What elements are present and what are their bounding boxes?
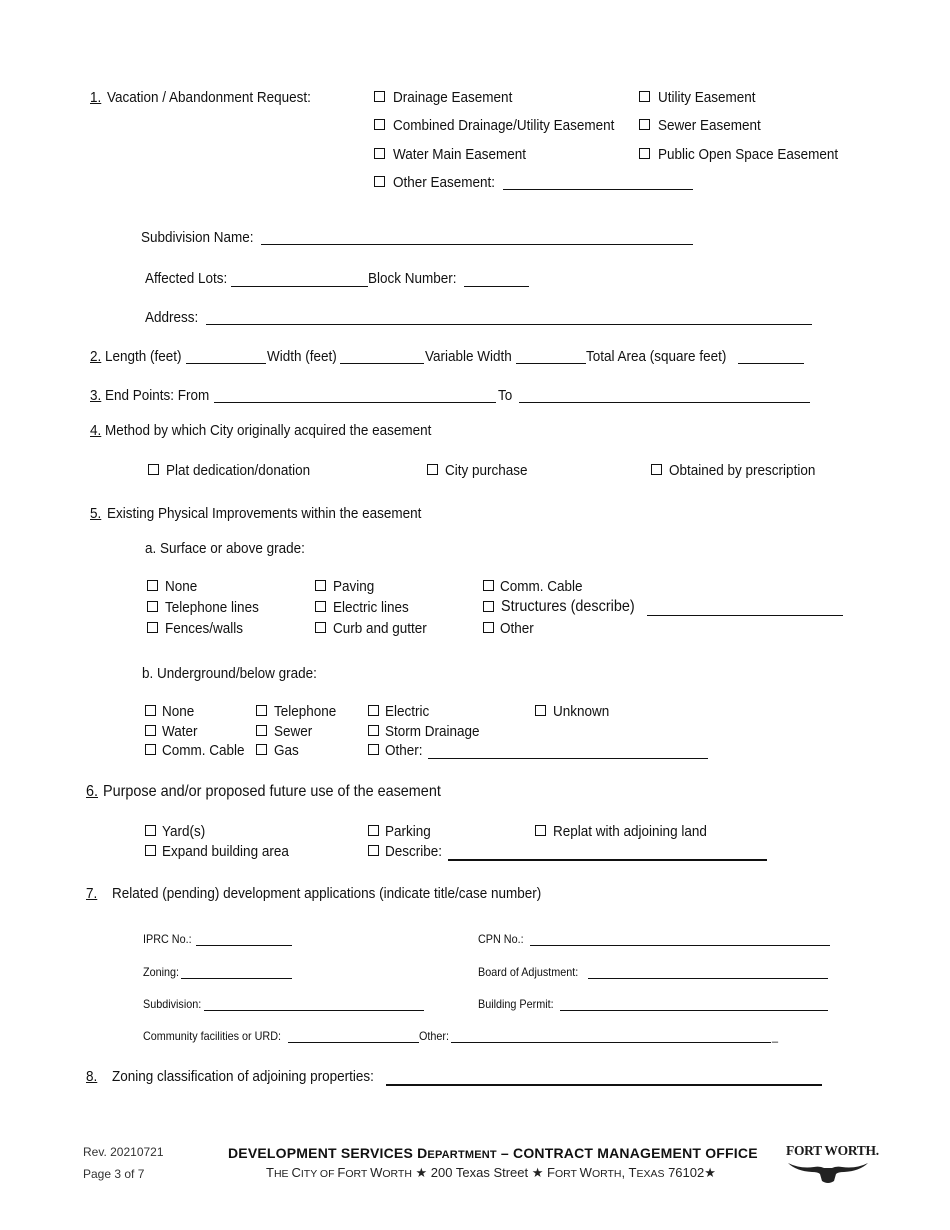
utility-easement-label: Utility Easement (658, 89, 756, 106)
q3-number: 3. (90, 387, 102, 404)
zoning-classification-field[interactable] (386, 1084, 822, 1086)
variable-width-label: Variable Width (425, 348, 512, 365)
board-of-adjustment-field[interactable] (588, 978, 828, 979)
utility-easement-checkbox[interactable] (639, 91, 650, 102)
combined-easement-checkbox[interactable] (374, 119, 385, 130)
describe-checkbox[interactable] (368, 845, 379, 856)
obtained-by-prescription-checkbox[interactable] (651, 464, 662, 475)
surface-electric-lines-checkbox[interactable] (315, 601, 326, 612)
underground-unknown-checkbox[interactable] (535, 705, 546, 716)
other-trailing-mark: _ (772, 1029, 779, 1043)
surface-none-checkbox[interactable] (147, 580, 158, 591)
replat-label: Replat with adjoining land (553, 823, 707, 840)
width-field[interactable] (340, 363, 424, 364)
total-area-field[interactable] (738, 363, 804, 364)
fort-worth-logo-text: FORT WORTH. (786, 1143, 879, 1158)
sewer-easement-checkbox[interactable] (639, 119, 650, 130)
surface-structures-checkbox[interactable] (483, 601, 494, 612)
underground-storm-drainage-checkbox[interactable] (368, 725, 379, 736)
q5-label: Existing Physical Improvements within the easement (107, 505, 422, 522)
address-label: Address: (145, 309, 199, 326)
revision-label: Rev. 20210721 (83, 1145, 164, 1159)
parking-checkbox[interactable] (368, 825, 379, 836)
other-easement-label: Other Easement: (393, 174, 496, 191)
block-number-field[interactable] (464, 286, 529, 287)
end-points-from-field[interactable] (214, 402, 496, 403)
underground-other-label: Other: (385, 742, 423, 759)
address-field[interactable] (206, 324, 812, 325)
surface-comm-cable-checkbox[interactable] (483, 580, 494, 591)
surface-comm-cable-label: Comm. Cable (500, 578, 583, 595)
end-points-to-field[interactable] (519, 402, 810, 403)
water-main-easement-label: Water Main Easement (393, 146, 527, 163)
underground-unknown-label: Unknown (553, 703, 610, 720)
other-easement-field[interactable] (503, 189, 693, 190)
expand-building-area-label: Expand building area (162, 843, 289, 860)
other-field[interactable] (451, 1042, 771, 1043)
underground-electric-checkbox[interactable] (368, 705, 379, 716)
length-field[interactable] (186, 363, 266, 364)
q1-label: Vacation / Abandonment Request: (107, 89, 311, 106)
community-facilities-field[interactable] (288, 1042, 419, 1043)
combined-easement-label: Combined Drainage/Utility Easement (393, 117, 615, 134)
board-of-adjustment-label: Board of Adjustment: (478, 965, 579, 979)
surface-other-checkbox[interactable] (483, 622, 494, 633)
q1-number: 1. (90, 89, 102, 106)
cpn-field[interactable] (530, 945, 830, 946)
underground-none-label: None (162, 703, 195, 720)
underground-gas-checkbox[interactable] (256, 744, 267, 755)
plat-dedication-checkbox[interactable] (148, 464, 159, 475)
parking-label: Parking (385, 823, 431, 840)
longhorn-icon (786, 1159, 870, 1185)
surface-telephone-lines-label: Telephone lines (165, 599, 259, 616)
variable-width-field[interactable] (516, 363, 586, 364)
affected-lots-label: Affected Lots: (145, 270, 228, 287)
surface-fences-walls-label: Fences/walls (165, 620, 244, 637)
underground-other-field[interactable] (428, 758, 708, 759)
public-open-space-easement-label: Public Open Space Easement (658, 146, 839, 163)
surface-other-label: Other (500, 620, 534, 637)
underground-other-checkbox[interactable] (368, 744, 379, 755)
subdivision-field[interactable] (204, 1010, 424, 1011)
surface-structures-field[interactable] (647, 615, 843, 616)
underground-storm-drainage-label: Storm Drainage (385, 723, 480, 740)
cpn-label: CPN No.: (478, 932, 524, 946)
yards-label: Yard(s) (162, 823, 206, 840)
city-purchase-label: City purchase (445, 462, 528, 479)
q6-label: Purpose and/or proposed future use of the easement (103, 783, 441, 800)
block-number-label: Block Number: (368, 270, 457, 287)
building-permit-label: Building Permit: (478, 997, 554, 1011)
replat-checkbox[interactable] (535, 825, 546, 836)
surface-telephone-lines-checkbox[interactable] (147, 601, 158, 612)
yards-checkbox[interactable] (145, 825, 156, 836)
community-facilities-label: Community facilities or URD: (143, 1029, 282, 1043)
underground-telephone-checkbox[interactable] (256, 705, 267, 716)
q5-number: 5. (90, 505, 102, 522)
iprc-label: IPRC No.: (143, 932, 192, 946)
describe-label: Describe: (385, 843, 443, 860)
subdivision-label: Subdivision: (143, 997, 202, 1011)
surface-grade-heading: a. Surface or above grade: (145, 540, 305, 557)
surface-curb-gutter-checkbox[interactable] (315, 622, 326, 633)
building-permit-field[interactable] (560, 1010, 828, 1011)
surface-electric-lines-label: Electric lines (333, 599, 409, 616)
plat-dedication-label: Plat dedication/donation (166, 462, 311, 479)
underground-telephone-label: Telephone (274, 703, 337, 720)
q6-number: 6. (86, 783, 99, 800)
zoning-field[interactable] (181, 978, 292, 979)
underground-sewer-checkbox[interactable] (256, 725, 267, 736)
q7-label: Related (pending) development applications (indicate title/case number) (112, 885, 542, 902)
water-main-easement-checkbox[interactable] (374, 148, 385, 159)
underground-comm-cable-checkbox[interactable] (145, 744, 156, 755)
page-number: Page 3 of 7 (83, 1167, 145, 1181)
width-label: Width (feet) (267, 348, 337, 365)
describe-field[interactable] (448, 859, 767, 861)
expand-building-area-checkbox[interactable] (145, 845, 156, 856)
surface-curb-gutter-label: Curb and gutter (333, 620, 427, 637)
subdivision-name-field[interactable] (261, 244, 693, 245)
fort-worth-logo (786, 1143, 879, 1185)
underground-heading: b. Underground/below grade: (142, 665, 317, 682)
footer-title: DEVELOPMENT SERVICES DEPARTMENT – CONTRACT MANAGEMENT OFFICE (228, 1145, 758, 1161)
underground-none-checkbox[interactable] (145, 705, 156, 716)
q8-number: 8. (86, 1068, 98, 1085)
sewer-easement-label: Sewer Easement (658, 117, 761, 134)
other-easement-checkbox[interactable] (374, 176, 385, 187)
iprc-field[interactable] (196, 945, 292, 946)
q8-label: Zoning classification of adjoining properties: (112, 1068, 374, 1085)
surface-paving-checkbox[interactable] (315, 580, 326, 591)
subdivision-name-label: Subdivision Name: (141, 229, 254, 246)
obtained-by-prescription-label: Obtained by prescription (669, 462, 816, 479)
footer-address: THE CITY OF FORT WORTH ★ 200 Texas Street ★ FORT WORTH, TEXAS 76102★ (266, 1165, 716, 1180)
other-label: Other: (419, 1029, 450, 1043)
q2-number: 2. (90, 348, 102, 365)
underground-water-label: Water (162, 723, 198, 740)
drainage-easement-label: Drainage Easement (393, 89, 513, 106)
underground-water-checkbox[interactable] (145, 725, 156, 736)
q4-label: Method by which City originally acquired the easement (105, 422, 432, 439)
total-area-label: Total Area (square feet) (586, 348, 727, 365)
underground-electric-label: Electric (385, 703, 430, 720)
affected-lots-field[interactable] (231, 286, 368, 287)
q7-number: 7. (86, 885, 98, 902)
surface-fences-walls-checkbox[interactable] (147, 622, 158, 633)
end-points-to-label: To (498, 387, 513, 404)
length-label: Length (feet) (105, 348, 182, 365)
end-points-label: End Points: From (105, 387, 210, 404)
drainage-easement-checkbox[interactable] (374, 91, 385, 102)
zoning-label: Zoning: (143, 965, 180, 979)
surface-structures-label: Structures (describe) (501, 598, 635, 615)
public-open-space-easement-checkbox[interactable] (639, 148, 650, 159)
surface-none-label: None (165, 578, 198, 595)
q4-number: 4. (90, 422, 102, 439)
underground-sewer-label: Sewer (274, 723, 313, 740)
city-purchase-checkbox[interactable] (427, 464, 438, 475)
underground-comm-cable-label: Comm. Cable (162, 742, 245, 759)
underground-gas-label: Gas (274, 742, 299, 759)
surface-paving-label: Paving (333, 578, 375, 595)
